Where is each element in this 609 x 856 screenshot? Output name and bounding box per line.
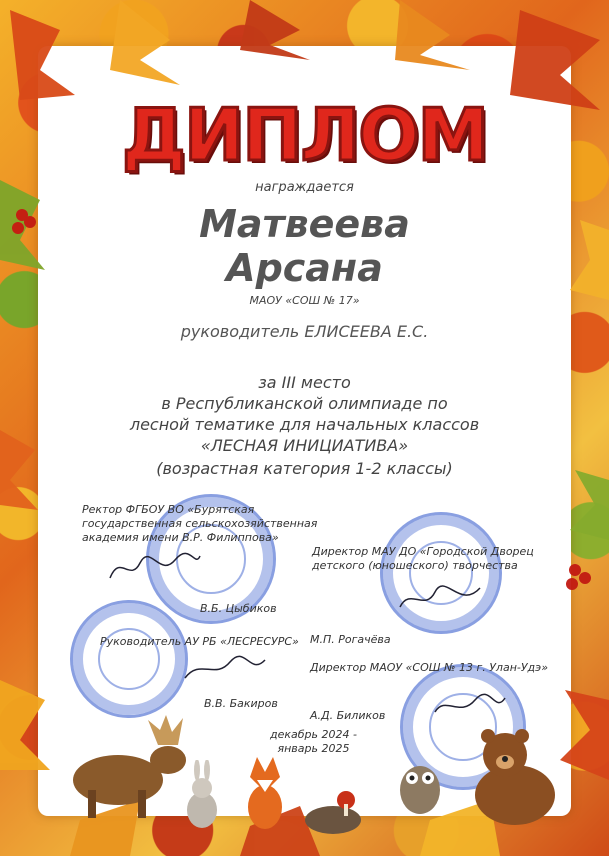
director-school-title: Директор МАОУ «СОШ № 13 г. Улан-Удэ» bbox=[310, 661, 548, 674]
recipient-school: МАОУ «СОШ № 17» bbox=[249, 294, 360, 307]
lesresurs-name: В.В. Бакиров bbox=[204, 697, 278, 710]
olympiad-line: в Республиканской олимпиаде по bbox=[161, 394, 448, 413]
signature-palace bbox=[395, 582, 485, 617]
director-palace-name: М.П. Рогачёва bbox=[310, 633, 391, 646]
rector-title: Ректор ФГБОУ ВО «Бурятская государственная сельскохозяйственная академия имени В.Р. Филиппова» bbox=[82, 503, 318, 544]
director-school-name: А.Д. Биликов bbox=[310, 709, 386, 722]
olympiad-name: «ЛЕСНАЯ ИНИЦИАТИВА» bbox=[200, 436, 409, 455]
date-range: декабрь 2024 - январь 2025 bbox=[270, 728, 357, 755]
signature-rector bbox=[105, 548, 205, 588]
moose-illustration bbox=[48, 710, 198, 820]
recipient-first-name: Арсана bbox=[226, 246, 383, 290]
leader-line: руководитель ЕЛИСЕЕВА Е.С. bbox=[180, 322, 429, 341]
awarded-label: награждается bbox=[255, 180, 354, 195]
hedgehog-illustration bbox=[298, 790, 368, 835]
hare-illustration bbox=[180, 760, 225, 830]
fox-illustration bbox=[235, 752, 295, 832]
topic-line: лесной тематике для начальных классов bbox=[129, 415, 480, 434]
recipient-surname: Матвеева bbox=[199, 202, 410, 246]
age-category: (возрастная категория 1-2 классы) bbox=[156, 459, 453, 478]
signature-school bbox=[430, 690, 510, 720]
place-line: за III место bbox=[258, 373, 351, 392]
owl-illustration bbox=[395, 752, 445, 817]
director-palace-title: Директор МАУ ДО «Городской Дворец детского (юношеского) творчества bbox=[312, 545, 534, 572]
rector-name: В.Б. Цыбиков bbox=[200, 602, 277, 615]
stamp-lesresurs bbox=[70, 600, 188, 718]
diploma-title: ДИПЛОМ bbox=[121, 93, 488, 177]
signature-lesresurs bbox=[180, 650, 270, 685]
lesresurs-title: Руководитель АУ РБ «ЛЕСРЕСУРС» bbox=[100, 635, 299, 648]
bear-illustration bbox=[460, 720, 570, 830]
